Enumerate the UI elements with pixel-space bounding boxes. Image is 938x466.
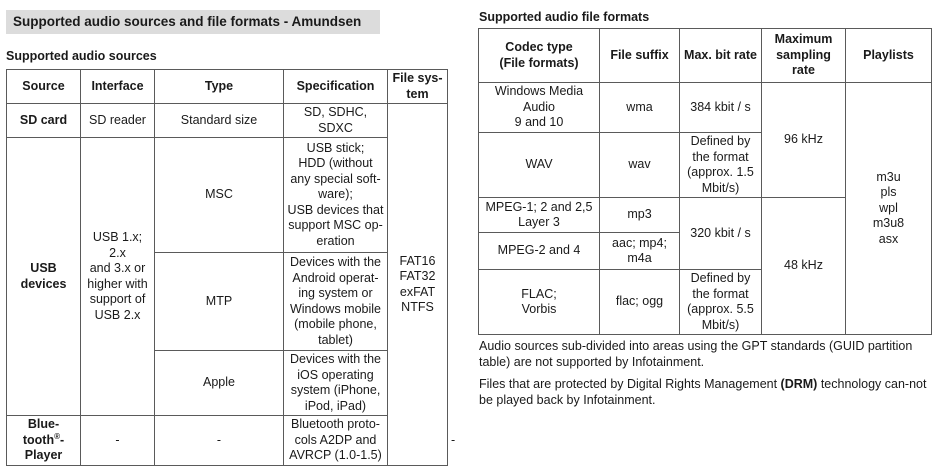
- usb-interface: USB 1.x; 2.x and 3.x or higher with support of USB 2.x: [81, 138, 155, 416]
- msc-type: MSC: [155, 138, 284, 253]
- header-source: Source: [7, 70, 81, 104]
- header-bitrate: Max. bit rate: [680, 29, 762, 83]
- header-suffix: File suffix: [600, 29, 680, 83]
- bluetooth-spec: Bluetooth proto- cols A2DP and AVRCP (1.0-1.5): [284, 416, 388, 466]
- sd-card-interface: SD reader: [81, 104, 155, 138]
- file-formats-heading: Supported audio file formats: [479, 10, 650, 24]
- flac-codec: FLAC; Vorbis: [479, 270, 600, 335]
- apple-spec: Devices with the iOS operating system (iPhone, iPod, iPad): [284, 351, 388, 416]
- filesystems-cell: FAT16 FAT32 exFAT NTFS: [388, 104, 448, 466]
- header-type: Type: [155, 70, 284, 104]
- mpeg-bitrate: 320 kbit / s: [680, 198, 762, 270]
- msc-spec: USB stick; HDD (without any special soft- ware); USB devices that support MSC op- eration: [284, 138, 388, 253]
- section-banner: Supported audio sources and file formats - Amundsen: [6, 10, 380, 34]
- bluetooth-source: Blue- tooth®- Player: [7, 416, 81, 466]
- sd-card-type: Standard size: [155, 104, 284, 138]
- wav-codec: WAV: [479, 133, 600, 198]
- wma-suffix: wma: [600, 83, 680, 133]
- sd-card-source: SD card: [7, 104, 81, 138]
- audio-sources-table: Source Interface Type Specification File sys- tem SD card SD reader Standard size SD, SDHC, SDXC FAT16 FAT32 exFAT NTFS USB devices USB 1.x; 2.x and 3.x or higher with support of USB 2.x MSC USB stick; HDD (without any special soft- ware); USB devices that support MSC op- eration MTP Devices with the Android operat- ing system or Windows mobile (mobile phone, tablet) Apple Devices with the iOS operating system (iPhone, iPod, iPad) Blue- tooth®- Player - - Bluetooth proto- cols A2DP and AVRCP (1.0-1.5) -: [6, 69, 448, 466]
- drm-note: Files that are protected by Digital Rights Management (DRM) technology can-not be played back by Infotainment.: [479, 377, 927, 407]
- header-codec: Codec type (File formats): [479, 29, 600, 83]
- bluetooth-interface: -: [81, 416, 155, 466]
- mtp-type: MTP: [155, 253, 284, 351]
- flac-bitrate: Defined by the format (approx. 5.5 Mbit/s): [680, 270, 762, 335]
- mpeg1-suffix: mp3: [600, 198, 680, 233]
- mpeg2-codec: MPEG-2 and 4: [479, 233, 600, 270]
- header-playlists: Playlists: [846, 29, 932, 83]
- header-sampling: Maximum sampling rate: [762, 29, 846, 83]
- sd-card-spec: SD, SDHC, SDXC: [284, 104, 388, 138]
- file-formats-table: [478, 28, 932, 335]
- wma-codec: Windows Media Audio 9 and 10: [479, 83, 600, 133]
- apple-type: Apple: [155, 351, 284, 416]
- mpeg2-suffix: aac; mp4; m4a: [600, 233, 680, 270]
- sampling-48: 48 kHz: [762, 198, 846, 335]
- audio-sources-heading: Supported audio sources: [6, 49, 157, 63]
- header-specification: Specification: [284, 70, 388, 104]
- usb-source: USB devices: [7, 138, 81, 416]
- sampling-96: 96 kHz: [762, 83, 846, 198]
- playlists-cell: m3u pls wpl m3u8 asx: [846, 83, 932, 335]
- wma-bitrate: 384 kbit / s: [680, 83, 762, 133]
- bluetooth-type: -: [155, 416, 284, 466]
- gpt-note: Audio sources sub-divided into areas using the GPT standards (GUID partition table) are not supported by Infotainment.: [479, 339, 913, 369]
- mpeg1-codec: MPEG-1; 2 and 2,5 Layer 3: [479, 198, 600, 233]
- wav-bitrate: Defined by the format (approx. 1.5 Mbit/s): [680, 133, 762, 198]
- header-interface: Interface: [81, 70, 155, 104]
- header-filesystem: File sys- tem: [388, 70, 448, 104]
- flac-suffix: flac; ogg: [600, 270, 680, 335]
- wav-suffix: wav: [600, 133, 680, 198]
- mtp-spec: Devices with the Android operat- ing system or Windows mobile (mobile phone, tablet): [284, 253, 388, 351]
